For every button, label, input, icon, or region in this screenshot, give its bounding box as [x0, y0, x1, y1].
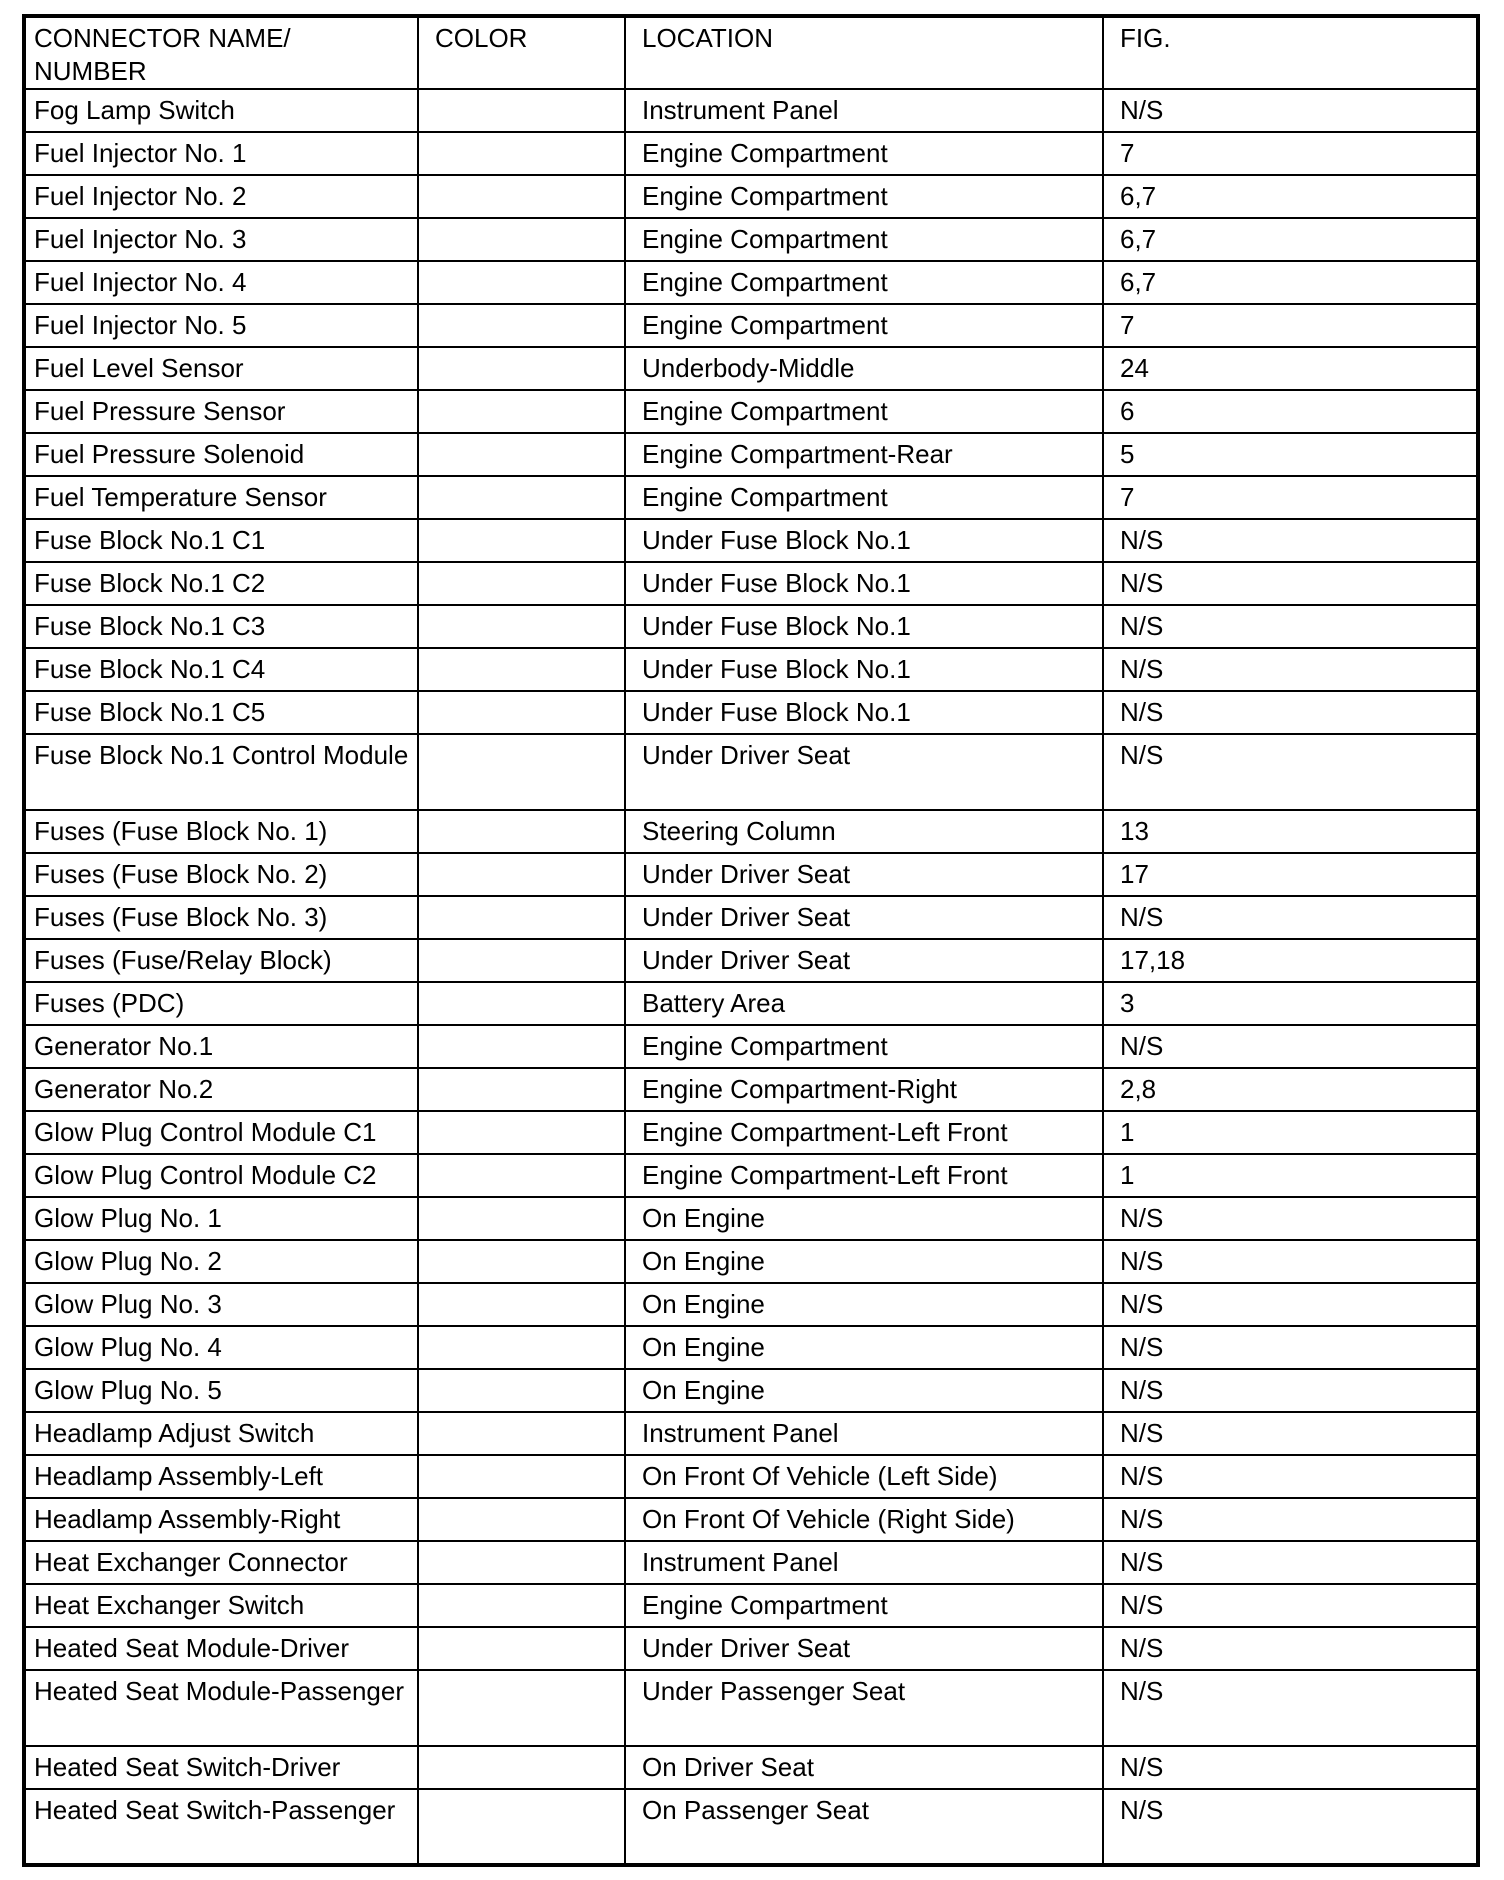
cell-fig: 6,7 [1103, 261, 1478, 304]
cell-color [418, 1627, 625, 1670]
cell-color [418, 691, 625, 734]
cell-fig: N/S [1103, 1627, 1478, 1670]
cell-fig: N/S [1103, 1326, 1478, 1369]
cell-color [418, 605, 625, 648]
table-row [24, 1584, 1478, 1627]
cell-color [418, 562, 625, 605]
header-location: LOCATION [625, 16, 1103, 89]
table-row [24, 691, 1478, 734]
cell-connector-name: Glow Plug No. 2 [24, 1240, 418, 1283]
cell-color [418, 810, 625, 853]
cell-connector-name: Fuse Block No.1 C4 [24, 648, 418, 691]
cell-fig: 7 [1103, 304, 1478, 347]
cell-location: Engine Compartment-Left Front [625, 1111, 1103, 1154]
cell-location: Engine Compartment [625, 390, 1103, 433]
cell-fig: N/S [1103, 562, 1478, 605]
cell-color [418, 1541, 625, 1584]
cell-color [418, 896, 625, 939]
cell-color [418, 304, 625, 347]
cell-color [418, 390, 625, 433]
connector-location-table [22, 14, 1480, 1867]
cell-color [418, 734, 625, 810]
cell-connector-name: Fuel Level Sensor [24, 347, 418, 390]
cell-location: Engine Compartment-Left Front [625, 1154, 1103, 1197]
cell-color [418, 476, 625, 519]
cell-location: Engine Compartment [625, 218, 1103, 261]
cell-color [418, 1240, 625, 1283]
table-row [24, 1627, 1478, 1670]
cell-color [418, 347, 625, 390]
cell-location: Instrument Panel [625, 1412, 1103, 1455]
table-row [24, 476, 1478, 519]
table-row [24, 810, 1478, 853]
cell-connector-name: Fuse Block No.1 C3 [24, 605, 418, 648]
table-row [24, 982, 1478, 1025]
cell-location: Engine Compartment [625, 1025, 1103, 1068]
cell-fig: N/S [1103, 648, 1478, 691]
cell-connector-name: Heat Exchanger Connector [24, 1541, 418, 1584]
cell-fig: N/S [1103, 1584, 1478, 1627]
cell-connector-name: Fuses (Fuse Block No. 2) [24, 853, 418, 896]
cell-location: Under Passenger Seat [625, 1670, 1103, 1746]
cell-fig: N/S [1103, 519, 1478, 562]
cell-color [418, 648, 625, 691]
cell-color [418, 519, 625, 562]
cell-fig: 6 [1103, 390, 1478, 433]
cell-connector-name: Fuse Block No.1 C5 [24, 691, 418, 734]
cell-location: Engine Compartment [625, 304, 1103, 347]
cell-color [418, 982, 625, 1025]
cell-connector-name: Glow Plug No. 3 [24, 1283, 418, 1326]
cell-connector-name: Heated Seat Module-Driver [24, 1627, 418, 1670]
cell-fig: 24 [1103, 347, 1478, 390]
cell-color [418, 132, 625, 175]
cell-color [418, 939, 625, 982]
cell-color [418, 1025, 625, 1068]
cell-color [418, 175, 625, 218]
cell-location: Under Driver Seat [625, 939, 1103, 982]
cell-connector-name: Heated Seat Switch-Driver [24, 1746, 418, 1789]
cell-connector-name: Heat Exchanger Switch [24, 1584, 418, 1627]
cell-location: Engine Compartment-Right [625, 1068, 1103, 1111]
cell-fig: N/S [1103, 1197, 1478, 1240]
cell-connector-name: Heated Seat Switch-Passenger [24, 1789, 418, 1865]
cell-location: On Driver Seat [625, 1746, 1103, 1789]
cell-location: Under Driver Seat [625, 896, 1103, 939]
cell-location: Under Fuse Block No.1 [625, 562, 1103, 605]
cell-fig: 5 [1103, 433, 1478, 476]
cell-connector-name: Fuel Pressure Sensor [24, 390, 418, 433]
cell-connector-name: Fuel Injector No. 3 [24, 218, 418, 261]
cell-fig: N/S [1103, 896, 1478, 939]
table-body [24, 89, 1478, 1865]
cell-fig: 2,8 [1103, 1068, 1478, 1111]
cell-fig: 13 [1103, 810, 1478, 853]
cell-fig: N/S [1103, 734, 1478, 810]
cell-location: Engine Compartment [625, 476, 1103, 519]
table-row [24, 89, 1478, 132]
table-row [24, 519, 1478, 562]
cell-fig: N/S [1103, 1670, 1478, 1746]
table-row [24, 1789, 1478, 1865]
cell-fig: N/S [1103, 691, 1478, 734]
cell-fig: N/S [1103, 1412, 1478, 1455]
table-row [24, 433, 1478, 476]
cell-color [418, 1111, 625, 1154]
cell-location: On Front Of Vehicle (Right Side) [625, 1498, 1103, 1541]
cell-location: Under Driver Seat [625, 1627, 1103, 1670]
cell-fig: N/S [1103, 89, 1478, 132]
cell-location: On Engine [625, 1197, 1103, 1240]
cell-fig: 1 [1103, 1111, 1478, 1154]
table-row [24, 1025, 1478, 1068]
cell-fig: N/S [1103, 1746, 1478, 1789]
cell-connector-name: Fuses (Fuse/Relay Block) [24, 939, 418, 982]
table-row [24, 261, 1478, 304]
cell-connector-name: Headlamp Assembly-Right [24, 1498, 418, 1541]
header-color: COLOR [418, 16, 625, 89]
cell-fig: 7 [1103, 132, 1478, 175]
table-row [24, 939, 1478, 982]
cell-connector-name: Headlamp Assembly-Left [24, 1455, 418, 1498]
table-row [24, 175, 1478, 218]
cell-fig: 7 [1103, 476, 1478, 519]
cell-connector-name: Generator No.2 [24, 1068, 418, 1111]
cell-connector-name: Fuel Injector No. 5 [24, 304, 418, 347]
cell-location: Under Driver Seat [625, 734, 1103, 810]
cell-color [418, 1369, 625, 1412]
cell-color [418, 261, 625, 304]
cell-fig: N/S [1103, 1283, 1478, 1326]
cell-color [418, 89, 625, 132]
table-row [24, 390, 1478, 433]
cell-connector-name: Fuses (Fuse Block No. 1) [24, 810, 418, 853]
cell-connector-name: Fuse Block No.1 C1 [24, 519, 418, 562]
cell-connector-name: Fuses (PDC) [24, 982, 418, 1025]
cell-location: Instrument Panel [625, 89, 1103, 132]
cell-location: On Engine [625, 1283, 1103, 1326]
header-connector-name: CONNECTOR NAME/ NUMBER [24, 16, 418, 89]
cell-location: Under Fuse Block No.1 [625, 691, 1103, 734]
table-row [24, 1068, 1478, 1111]
table-row [24, 853, 1478, 896]
table-row [24, 1746, 1478, 1789]
cell-fig: N/S [1103, 1455, 1478, 1498]
table-row [24, 347, 1478, 390]
cell-connector-name: Fuse Block No.1 Control Module [24, 734, 418, 810]
cell-fig: N/S [1103, 605, 1478, 648]
table-row [24, 896, 1478, 939]
cell-color [418, 1412, 625, 1455]
cell-connector-name: Fuel Pressure Solenoid [24, 433, 418, 476]
table-row [24, 1455, 1478, 1498]
cell-connector-name: Heated Seat Module-Passenger [24, 1670, 418, 1746]
cell-location: Underbody-Middle [625, 347, 1103, 390]
cell-fig: 17 [1103, 853, 1478, 896]
table-row [24, 1369, 1478, 1412]
cell-color [418, 1154, 625, 1197]
cell-fig: 6,7 [1103, 175, 1478, 218]
table-row [24, 1154, 1478, 1197]
cell-fig: N/S [1103, 1240, 1478, 1283]
table-row [24, 1326, 1478, 1369]
cell-location: Engine Compartment-Rear [625, 433, 1103, 476]
table-row [24, 218, 1478, 261]
cell-connector-name: Fog Lamp Switch [24, 89, 418, 132]
table-row [24, 605, 1478, 648]
table-row [24, 1670, 1478, 1746]
cell-fig: 1 [1103, 1154, 1478, 1197]
cell-connector-name: Generator No.1 [24, 1025, 418, 1068]
cell-color [418, 1746, 625, 1789]
cell-connector-name: Fuel Injector No. 4 [24, 261, 418, 304]
table-header [24, 16, 1478, 89]
table-row [24, 562, 1478, 605]
cell-connector-name: Fuel Temperature Sensor [24, 476, 418, 519]
table-row [24, 1240, 1478, 1283]
cell-location: Engine Compartment [625, 175, 1103, 218]
cell-fig: N/S [1103, 1498, 1478, 1541]
cell-color [418, 433, 625, 476]
cell-fig: N/S [1103, 1789, 1478, 1865]
cell-location: On Front Of Vehicle (Left Side) [625, 1455, 1103, 1498]
table-row [24, 304, 1478, 347]
cell-fig: 17,18 [1103, 939, 1478, 982]
table-row [24, 1283, 1478, 1326]
cell-color [418, 1584, 625, 1627]
cell-location: Instrument Panel [625, 1541, 1103, 1584]
cell-color [418, 1068, 625, 1111]
cell-location: On Engine [625, 1369, 1103, 1412]
cell-location: Under Fuse Block No.1 [625, 648, 1103, 691]
cell-location: Steering Column [625, 810, 1103, 853]
cell-fig: 3 [1103, 982, 1478, 1025]
cell-color [418, 1197, 625, 1240]
cell-color [418, 1326, 625, 1369]
cell-fig: N/S [1103, 1541, 1478, 1584]
cell-location: Under Fuse Block No.1 [625, 519, 1103, 562]
cell-connector-name: Fuel Injector No. 2 [24, 175, 418, 218]
cell-location: On Passenger Seat [625, 1789, 1103, 1865]
cell-connector-name: Glow Plug No. 5 [24, 1369, 418, 1412]
cell-location: Engine Compartment [625, 1584, 1103, 1627]
cell-fig: N/S [1103, 1025, 1478, 1068]
cell-connector-name: Headlamp Adjust Switch [24, 1412, 418, 1455]
cell-connector-name: Fuel Injector No. 1 [24, 132, 418, 175]
cell-color [418, 1670, 625, 1746]
table-row [24, 132, 1478, 175]
table-row [24, 1498, 1478, 1541]
cell-connector-name: Glow Plug Control Module C1 [24, 1111, 418, 1154]
header-fig: FIG. [1103, 16, 1478, 89]
header-row [24, 16, 1478, 89]
cell-location: Battery Area [625, 982, 1103, 1025]
cell-location: On Engine [625, 1240, 1103, 1283]
cell-connector-name: Fuse Block No.1 C2 [24, 562, 418, 605]
cell-location: Under Driver Seat [625, 853, 1103, 896]
cell-location: Engine Compartment [625, 261, 1103, 304]
cell-connector-name: Glow Plug No. 4 [24, 1326, 418, 1369]
table-row [24, 1197, 1478, 1240]
cell-location: On Engine [625, 1326, 1103, 1369]
table-row [24, 734, 1478, 810]
cell-location: Under Fuse Block No.1 [625, 605, 1103, 648]
table-row [24, 648, 1478, 691]
cell-fig: 6,7 [1103, 218, 1478, 261]
table-row [24, 1111, 1478, 1154]
cell-color [418, 218, 625, 261]
cell-location: Engine Compartment [625, 132, 1103, 175]
cell-color [418, 1283, 625, 1326]
cell-connector-name: Fuses (Fuse Block No. 3) [24, 896, 418, 939]
cell-color [418, 1498, 625, 1541]
cell-fig: N/S [1103, 1369, 1478, 1412]
cell-color [418, 853, 625, 896]
table-row [24, 1541, 1478, 1584]
cell-color [418, 1789, 625, 1865]
cell-color [418, 1455, 625, 1498]
cell-connector-name: Glow Plug Control Module C2 [24, 1154, 418, 1197]
cell-connector-name: Glow Plug No. 1 [24, 1197, 418, 1240]
table-row [24, 1412, 1478, 1455]
